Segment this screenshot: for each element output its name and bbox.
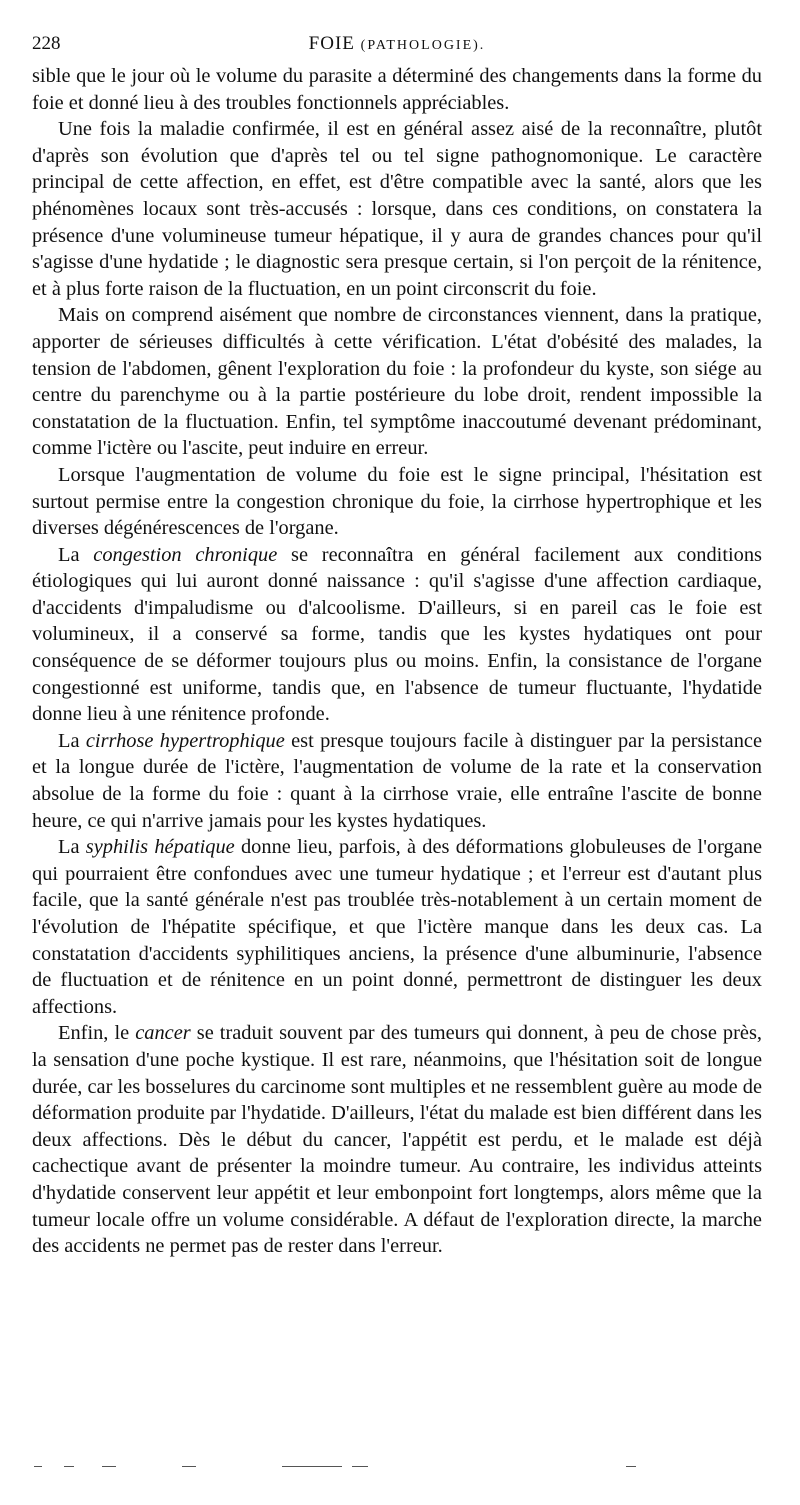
book-page: [32, 0, 762, 1505]
italic-term: syphilis hépatique: [85, 836, 235, 859]
paragraph-text: Lorsque l'augmentation de volume du foie est le signe principal, l'hésitation est surtout permise entre la congestion chronique du foie, la cirrhose hypertrophique et les diverses dégénérescences de l'organe.: [32, 463, 762, 540]
paragraph-text: sible que le jour où le volume du parasite a déterminé des changements dans la forme du foie et donné lieu à des troubles fonctionnels appréciables.: [32, 65, 762, 114]
paragraph-text: Enfin, le: [58, 1022, 136, 1045]
paragraph-text: se reconnaîtra en général facilement aux conditions étiologiques qui lui auront donné naissance : qu'il s'agisse d'une affection cardiaque, d'accidents d'impaludisme ou d'alcoolisme. D'ailleurs, si en pareil cas le foie est volumineux, il a conservé sa forme, tandis que les kystes hydatiques ont pour conséquence de se déformer toujours plus ou moins. Enfin, la consistance de l'organe congestionné est uniforme, tandis que, en l'absence de tumeur fluctuante, l'hydatide donne lieu à une rénitence profonde.: [32, 543, 762, 726]
page-header: [32, 33, 762, 57]
italic-term: cirrhose hypertrophique: [85, 729, 285, 752]
paragraph-text: La: [58, 729, 86, 752]
paragraph: [32, 116, 762, 302]
paragraph: [32, 302, 762, 462]
paragraph-text: La: [58, 543, 94, 566]
paragraph: [32, 1020, 762, 1259]
italic-term: cancer: [135, 1022, 191, 1045]
running-title: [32, 33, 762, 55]
footer-marks: [32, 1466, 762, 1476]
paragraph-text: La: [58, 836, 86, 859]
page-body: [32, 63, 762, 1260]
paragraph-text: Une fois la maladie confirmée, il est en général assez aisé de la reconnaître, plutôt d'après son évolution que d'après tel ou tel signe pathognomonique. Le caractère principal de cette affection, en effet, est d'être compatible avec la santé, alors que les phénomènes locaux sont très-accusés : lorsque, dans ces conditions, on constatera la présence d'une volumineuse tumeur hépatique, il y aura de grandes chances pour qu'il s'agisse d'une hydatide ; le diagnostic sera presque certain, si l'on perçoit de la rénitence, et à plus forte raison de la fluctuation, en un point circonscrit du foie.: [32, 118, 762, 300]
paragraph: [32, 462, 762, 542]
paragraph-text: est presque toujours facile à distinguer par la persistance et la longue durée de l'ictère, l'augmentation de volume de la rate et la conservation absolue de la forme du foie : quant à la cirrhose vraie, elle entraîne l'ascite de bonne heure, ce qui n'arrive jamais pour les kystes hydatiques.: [32, 729, 762, 832]
paragraph: [32, 63, 762, 116]
paragraph-text: Mais on comprend aisément que nombre de circonstances viennent, dans la pratique, apporter de sérieuses difficultés à cette vérification. L'état d'obésité des malades, la tension de l'abdomen, gênent l'exploration du foie : la profondeur du kyste, son siége au centre du parenchyme ou à la partie postérieure du lobe droit, rendent impossible la constatation de la fluctuation. Enfin, tel symptôme inaccoutumé devenant prédominant, comme l'ictère ou l'ascite, peut induire en erreur.: [32, 304, 762, 460]
paragraph: [32, 728, 762, 834]
paragraph-text: se traduit souvent par des tumeurs qui donnent, à peu de chose près, la sensation d'une poche kystique. Il est rare, néanmoins, que l'hésitation soit de longue durée, car les bosselures du carcinome sont multiples et ne ressemblent guère au mode de déformation produite par l'hydatide. D'ailleurs, l'état du malade est bien différent dans les deux affections. Dès le début du cancer, l'appétit est perdu, et le malade est déjà cachectique avant de présenter la moindre tumeur. Au contraire, les individus atteints d'hydatide conservent leur appétit et leur embonpoint fort longtemps, alors même que la tumeur locale offre un volume considérable. A défaut de l'exploration directe, la marche des accidents ne permet pas de rester dans l'erreur.: [32, 1022, 762, 1258]
running-title-main: FOIE: [308, 33, 355, 54]
paragraph: [32, 542, 762, 728]
running-title-sub: (PATHOLOGIE).: [360, 38, 486, 53]
paragraph: [32, 834, 762, 1020]
italic-term: congestion chronique: [93, 543, 278, 566]
paragraph-text: donne lieu, parfois, à des déformations globuleuses de l'organe qui pourraient être confondues avec une tumeur hydatique ; et l'erreur est d'autant plus facile, que la santé générale n'est pas troublée très-notablement à un certain moment de l'évolution de l'hépatite spécifique, et que l'ictère manque dans les deux cas. La constatation d'accidents syphilitiques anciens, la présence d'une albuminurie, l'absence de fluctuation et de rénitence en un point donné, permettront de distinguer les deux affections.: [32, 836, 762, 1018]
page-number: 228: [32, 33, 61, 54]
